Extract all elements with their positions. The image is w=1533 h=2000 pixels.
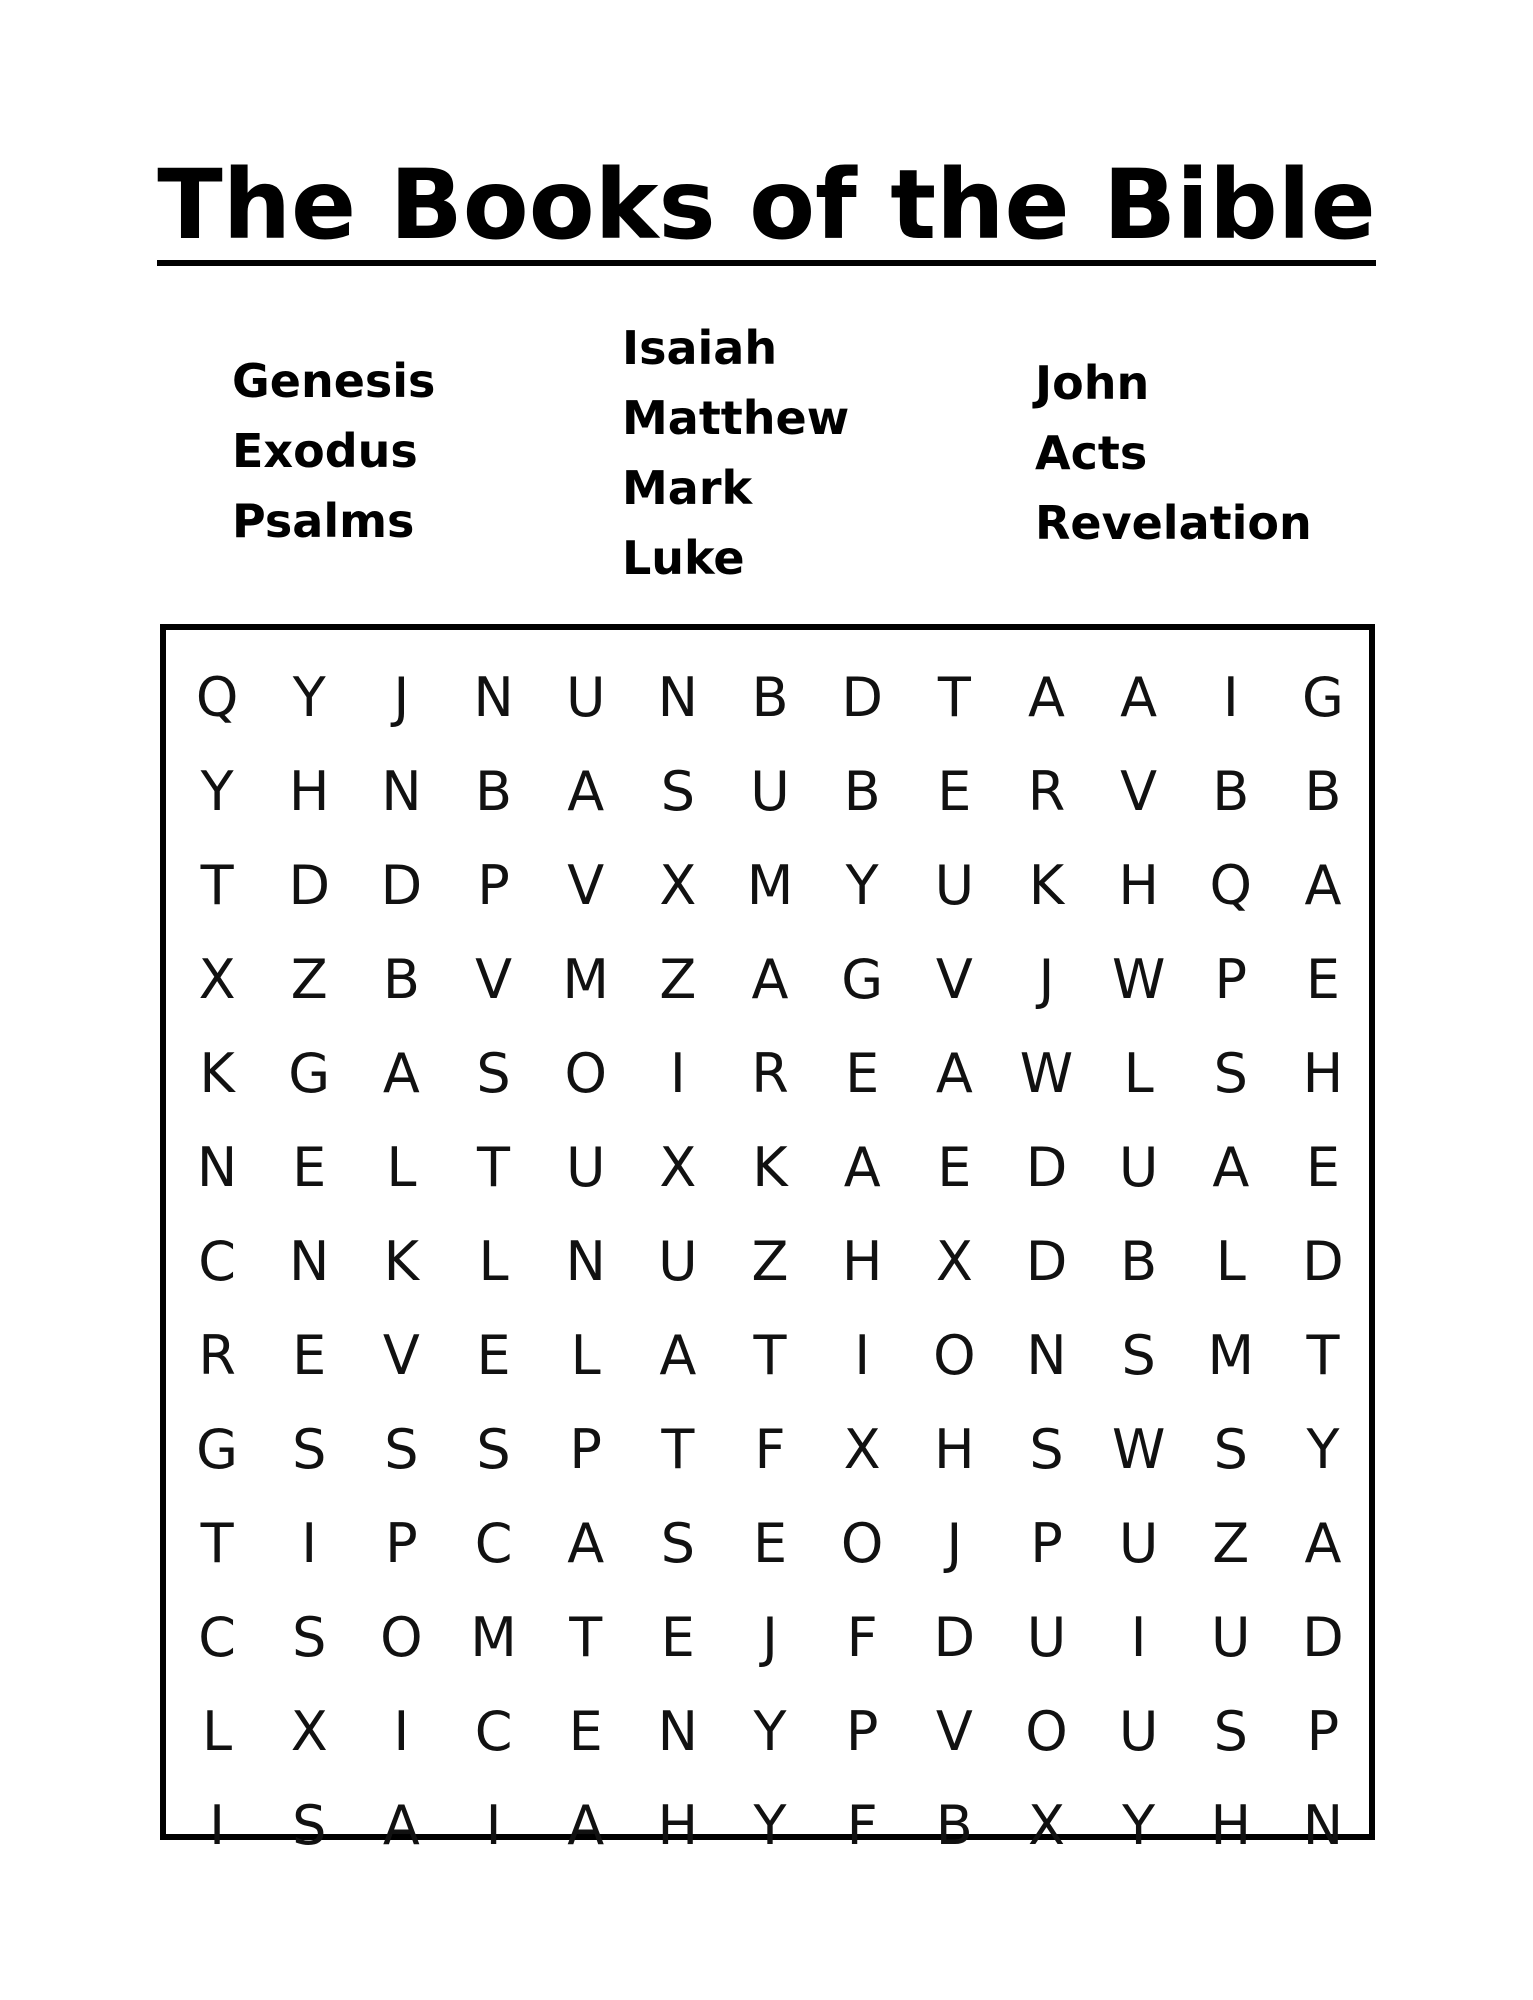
grid-cell[interactable]: B — [382, 947, 420, 1011]
grid-cell[interactable]: I — [854, 1323, 871, 1387]
grid-cell[interactable]: E — [568, 1699, 603, 1763]
grid-cell[interactable]: O — [840, 1511, 884, 1575]
grid-cell[interactable]: E — [845, 1041, 880, 1105]
grid-cell[interactable]: Z — [1212, 1511, 1250, 1575]
grid-cell[interactable]: E — [660, 1605, 695, 1669]
grid-cell[interactable]: U — [565, 1135, 606, 1199]
grid-cell[interactable]: E — [937, 1135, 972, 1199]
grid-row — [166, 1684, 1369, 1778]
grid-row — [166, 1026, 1369, 1120]
grid-cell[interactable]: E — [752, 1511, 788, 1575]
grid-cell[interactable]: I — [301, 1511, 318, 1575]
grid-cell[interactable]: L — [202, 1699, 233, 1763]
grid-row — [166, 1214, 1369, 1308]
grid-row — [166, 1308, 1369, 1402]
grid-cell[interactable]: I — [209, 1793, 226, 1857]
grid-row — [166, 1778, 1369, 1872]
grid-cell[interactable]: C — [198, 1605, 236, 1669]
grid-cell[interactable]: O — [380, 1605, 423, 1669]
grid-cell[interactable]: A — [382, 1041, 420, 1105]
grid-cell[interactable]: H — [288, 759, 330, 823]
grid-row — [166, 838, 1369, 932]
grid-cell[interactable]: Z — [290, 947, 328, 1011]
grid-cell[interactable]: D — [841, 665, 883, 729]
grid-cell[interactable]: U — [1118, 1699, 1159, 1763]
grid-cell[interactable]: D — [1025, 1135, 1068, 1199]
grid-cell[interactable]: J — [946, 1511, 963, 1575]
grid-cell[interactable]: P — [1214, 947, 1248, 1011]
grid-cell[interactable]: B — [1120, 1229, 1158, 1293]
grid-row — [166, 1402, 1369, 1496]
grid-cell[interactable]: M — [1207, 1323, 1255, 1387]
grid-cell[interactable]: I — [393, 1699, 410, 1763]
grid-cell[interactable]: S — [660, 1511, 695, 1575]
grid-cell[interactable]: A — [1304, 853, 1342, 917]
grid-cell[interactable]: X — [659, 1135, 697, 1199]
grid-cell[interactable]: O — [564, 1041, 607, 1105]
grid-cell[interactable]: N — [657, 665, 699, 729]
grid-cell[interactable]: T — [200, 1511, 234, 1575]
grid-cell[interactable]: A — [935, 1041, 973, 1105]
grid-cell[interactable]: C — [474, 1699, 513, 1763]
grid-cell[interactable]: J — [762, 1605, 778, 1669]
grid-cell[interactable]: I — [1222, 665, 1239, 729]
grid-row — [166, 1120, 1369, 1214]
grid-cell[interactable]: G — [196, 1417, 238, 1481]
grid-cell[interactable]: P — [569, 1417, 602, 1481]
grid-cell[interactable]: F — [846, 1605, 878, 1669]
grid-cell[interactable]: Y — [753, 1793, 787, 1857]
grid-cell[interactable]: Y — [845, 853, 879, 917]
grid-cell[interactable]: I — [669, 1041, 686, 1105]
grid-cell[interactable]: S — [384, 1417, 419, 1481]
word-john: John — [1035, 356, 1150, 410]
grid-cell[interactable]: P — [385, 1511, 418, 1575]
grid-cell[interactable]: S — [1121, 1323, 1156, 1387]
word-luke: Luke — [622, 531, 745, 585]
grid-cell[interactable]: F — [754, 1417, 786, 1481]
grid-cell[interactable]: T — [200, 853, 234, 917]
grid-cell[interactable]: Y — [1122, 1793, 1156, 1857]
grid-cell[interactable]: A — [567, 759, 605, 823]
grid-cell[interactable]: C — [198, 1229, 236, 1293]
grid-row — [166, 1496, 1369, 1590]
grid-cell[interactable]: A — [751, 947, 789, 1011]
word-matthew: Matthew — [622, 391, 850, 445]
grid-cell[interactable]: L — [478, 1229, 509, 1293]
grid-cell[interactable]: Q — [195, 665, 239, 729]
grid-cell[interactable]: P — [1306, 1699, 1340, 1763]
grid-cell[interactable]: D — [1302, 1229, 1344, 1293]
grid-cell[interactable]: K — [1028, 853, 1065, 917]
grid-cell[interactable]: U — [934, 853, 975, 917]
grid-cell[interactable]: E — [1305, 947, 1341, 1011]
grid-cell[interactable]: B — [935, 1793, 973, 1857]
grid-cell[interactable]: U — [750, 759, 790, 823]
grid-cell[interactable]: D — [1302, 1605, 1344, 1669]
grid-cell[interactable]: W — [1111, 1417, 1166, 1481]
grid-cell[interactable]: S — [476, 1041, 511, 1105]
grid-cell[interactable]: S — [292, 1605, 327, 1669]
grid-cell[interactable]: B — [1212, 759, 1250, 823]
grid-cell[interactable]: S — [1213, 1417, 1248, 1481]
grid-cell[interactable]: H — [1302, 1041, 1344, 1105]
grid-cell[interactable]: T — [569, 1605, 603, 1669]
grid-cell[interactable]: V — [935, 1699, 973, 1763]
grid-cell[interactable]: X — [843, 1417, 881, 1481]
grid-cell[interactable]: G — [1302, 665, 1344, 729]
grid-cell[interactable]: S — [292, 1793, 327, 1857]
grid-cell[interactable]: E — [937, 759, 972, 823]
grid-cell[interactable]: Y — [753, 1699, 787, 1763]
grid-row — [166, 1590, 1369, 1684]
word-exodus: Exodus — [232, 424, 418, 478]
word-revelation: Revelation — [1035, 496, 1312, 550]
grid-cell[interactable]: U — [1118, 1511, 1159, 1575]
grid-cell[interactable]: V — [475, 947, 513, 1011]
grid-cell[interactable]: A — [567, 1511, 605, 1575]
grid-cell[interactable]: B — [751, 665, 789, 729]
word-list-column-2 — [622, 313, 849, 593]
grid-row — [166, 650, 1369, 744]
grid-cell[interactable]: T — [1306, 1323, 1340, 1387]
grid-cell[interactable]: D — [288, 853, 331, 917]
grid-cell[interactable]: T — [753, 1323, 787, 1387]
grid-cell[interactable]: L — [1123, 1041, 1154, 1105]
grid-cell[interactable]: R — [1027, 759, 1066, 823]
grid-cell[interactable]: T — [661, 1417, 695, 1481]
grid-cell[interactable]: X — [935, 1229, 973, 1293]
word-psalms: Psalms — [232, 494, 415, 548]
grid-cell[interactable]: E — [292, 1323, 327, 1387]
grid-cell[interactable]: M — [746, 853, 794, 917]
word-acts: Acts — [1035, 426, 1148, 480]
grid-cell[interactable]: A — [1120, 665, 1158, 729]
grid-cell[interactable]: A — [1304, 1511, 1342, 1575]
grid-cell[interactable]: S — [292, 1417, 327, 1481]
grid-cell[interactable]: A — [1028, 665, 1065, 729]
grid-cell[interactable]: M — [562, 947, 609, 1011]
grid-cell[interactable]: Y — [200, 759, 234, 823]
grid-cell[interactable]: N — [565, 1229, 606, 1293]
grid-cell[interactable]: S — [1029, 1417, 1064, 1481]
grid-cell[interactable]: E — [292, 1135, 327, 1199]
grid-cell[interactable]: H — [1118, 853, 1159, 917]
grid-cell[interactable]: V — [382, 1323, 420, 1387]
grid-cell[interactable]: H — [657, 1793, 699, 1857]
grid-cell[interactable]: P — [477, 853, 510, 917]
grid-cell[interactable]: U — [1026, 1605, 1067, 1669]
grid-cell[interactable]: N — [381, 759, 422, 823]
grid-cell[interactable]: V — [935, 947, 973, 1011]
grid-cell[interactable]: L — [386, 1135, 417, 1199]
grid-cell[interactable]: P — [1030, 1511, 1063, 1575]
grid-cell[interactable]: K — [383, 1229, 420, 1293]
grid-cell[interactable]: D — [380, 853, 423, 917]
grid-cell[interactable]: X — [198, 947, 236, 1011]
grid-cell[interactable]: O — [1025, 1699, 1068, 1763]
grid-cell[interactable]: P — [845, 1699, 879, 1763]
word-list-column-1 — [232, 346, 435, 556]
grid-cell[interactable]: D — [1025, 1229, 1068, 1293]
grid-cell[interactable]: R — [198, 1323, 236, 1387]
grid-cell[interactable]: N — [196, 1135, 238, 1199]
word-isaiah: Isaiah — [622, 321, 778, 375]
grid-cell[interactable]: B — [1304, 759, 1342, 823]
grid-cell[interactable]: W — [1111, 947, 1166, 1011]
grid-cell[interactable]: T — [477, 1135, 511, 1199]
grid-cell[interactable]: E — [1305, 1135, 1341, 1199]
grid-cell[interactable]: H — [934, 1417, 975, 1481]
grid-cell[interactable]: G — [288, 1041, 331, 1105]
grid-cell[interactable]: N — [1302, 1793, 1344, 1857]
grid-cell[interactable]: H — [1210, 1793, 1252, 1857]
grid-cell[interactable]: X — [659, 853, 697, 917]
grid-cell[interactable]: L — [570, 1323, 601, 1387]
grid-cell[interactable]: S — [1213, 1699, 1248, 1763]
grid-cell[interactable]: I — [1130, 1605, 1147, 1669]
word-search-grid — [160, 624, 1375, 1857]
grid-cell[interactable]: A — [382, 1793, 420, 1857]
grid-cell[interactable]: U — [658, 1229, 698, 1293]
grid-cell[interactable]: U — [565, 665, 606, 729]
grid-cell[interactable]: Q — [1209, 853, 1253, 917]
word-genesis: Genesis — [232, 354, 436, 408]
grid-cell[interactable]: A — [843, 1135, 881, 1199]
grid-cell[interactable]: A — [1212, 1135, 1250, 1199]
grid-cell[interactable]: G — [841, 947, 884, 1011]
grid-cell[interactable]: N — [289, 1229, 330, 1293]
grid-cell[interactable]: A — [567, 1793, 605, 1857]
word-mark: Mark — [622, 461, 753, 515]
grid-cell[interactable]: U — [1118, 1135, 1159, 1199]
grid-cell[interactable]: S — [1213, 1041, 1248, 1105]
grid-cell[interactable]: N — [1026, 1323, 1067, 1387]
grid-cell[interactable]: A — [659, 1323, 697, 1387]
grid-cell[interactable]: D — [933, 1605, 976, 1669]
grid-cell[interactable]: U — [1211, 1605, 1251, 1669]
word-list-column-3 — [1035, 348, 1312, 558]
grid-cell[interactable]: V — [567, 853, 605, 917]
grid-cell[interactable]: L — [1215, 1229, 1246, 1293]
grid-cell[interactable]: Y — [1306, 1417, 1340, 1481]
grid-cell[interactable]: N — [657, 1699, 699, 1763]
grid-cell[interactable]: B — [843, 759, 881, 823]
grid-cell[interactable]: X — [290, 1699, 328, 1763]
grid-cell[interactable]: T — [937, 665, 971, 729]
grid-row — [166, 744, 1369, 838]
grid-row — [166, 932, 1369, 1026]
grid-cell[interactable]: C — [474, 1511, 513, 1575]
grid-cell[interactable]: Z — [751, 1229, 789, 1293]
grid-cell[interactable]: I — [485, 1793, 502, 1857]
grid-cell[interactable]: K — [752, 1135, 788, 1199]
page-title — [0, 150, 1533, 266]
grid-cell[interactable]: J — [1038, 947, 1055, 1011]
grid-cell[interactable]: F — [846, 1793, 878, 1857]
grid-cell[interactable]: Y — [292, 665, 326, 729]
grid-cell[interactable]: S — [660, 759, 695, 823]
grid-cell[interactable]: W — [1019, 1041, 1074, 1105]
grid-cell[interactable]: R — [751, 1041, 789, 1105]
grid-cell[interactable]: K — [199, 1041, 235, 1105]
grid-cell[interactable]: X — [1027, 1793, 1065, 1857]
grid-cell[interactable]: V — [1120, 759, 1158, 823]
grid-cell[interactable]: N — [473, 665, 514, 729]
grid-cell[interactable]: O — [933, 1323, 976, 1387]
grid-cell[interactable]: B — [475, 759, 513, 823]
grid-cell[interactable]: Z — [659, 947, 697, 1011]
grid-cell[interactable]: M — [470, 1605, 517, 1669]
grid-cell[interactable]: S — [476, 1417, 511, 1481]
grid-cell[interactable]: E — [476, 1323, 511, 1387]
grid-cell[interactable]: H — [841, 1229, 883, 1293]
grid-cell[interactable]: J — [393, 665, 410, 729]
letter-grid — [166, 630, 1369, 1857]
title-text: The Books of the Bible — [157, 150, 1376, 266]
